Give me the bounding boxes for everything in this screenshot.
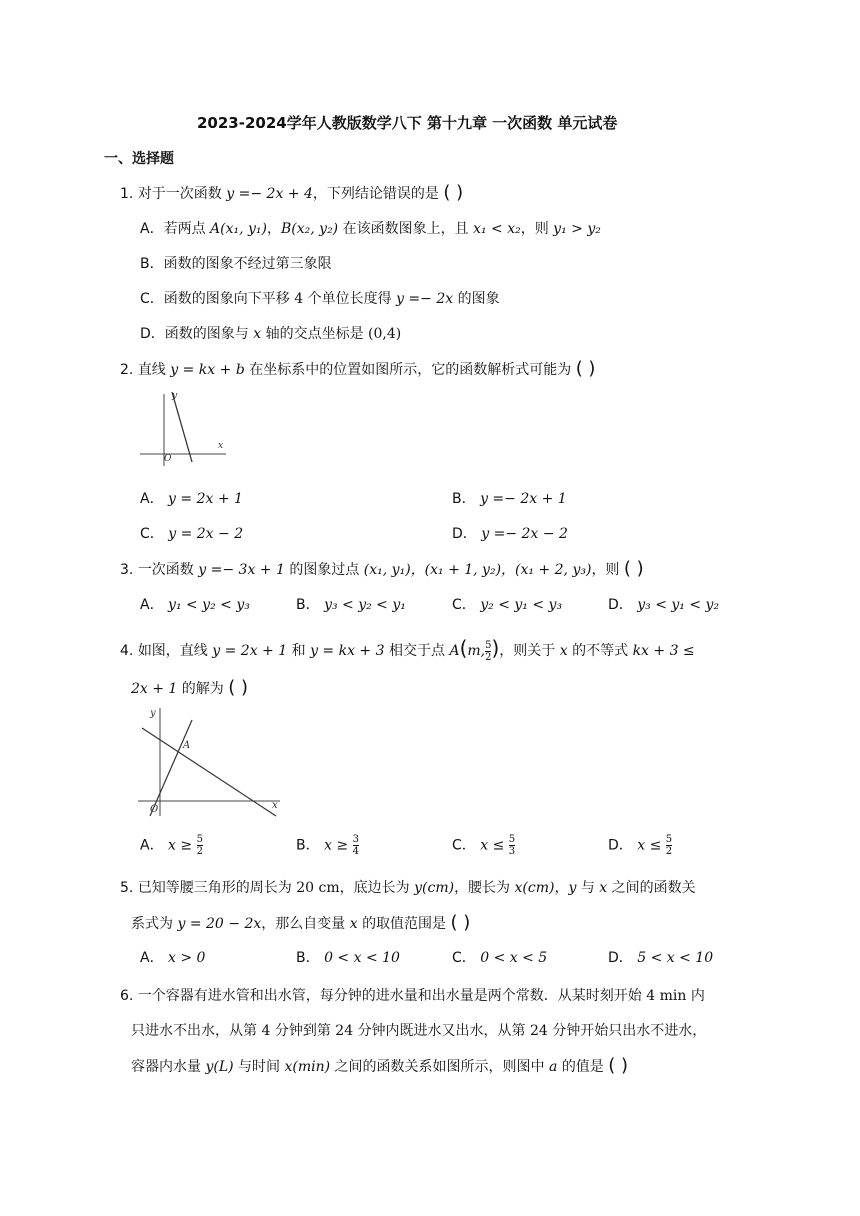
math-expr: x ≥ [168, 837, 193, 854]
option-c [452, 834, 515, 857]
math-expr: 5 < x < 10 [637, 950, 714, 966]
stem-text: 的取值范围是 [362, 916, 447, 932]
page-title: 2023-2024学年人教版数学八下 第十九章 一次函数 单元试卷 [197, 114, 618, 132]
point-paren-open: ( [459, 636, 468, 660]
origin-label: O [150, 804, 159, 815]
math-expr: y [568, 880, 577, 896]
option-c [452, 594, 562, 614]
option-label: A． [140, 950, 164, 966]
math-expr: m, [467, 643, 486, 659]
math-expr: y =− 2x + 1 [480, 491, 567, 507]
math-expr: 4 [294, 291, 304, 307]
question-4-figure [134, 702, 284, 822]
question-number: 1. [120, 186, 134, 202]
fraction-denominator: 2 [485, 651, 492, 663]
math-expr: x [599, 880, 608, 896]
fraction-denominator: 2 [665, 846, 673, 857]
answer-paren: ( ) [575, 358, 596, 379]
stem-text: 分钟内既进水又出水，从第 [357, 1023, 526, 1039]
question-1-stem [120, 182, 463, 203]
stem-text: ，则关于 [499, 643, 556, 659]
option-label: D． [452, 526, 477, 542]
option-d [140, 323, 401, 343]
math-expr: y = 2x + 1 [168, 491, 243, 507]
math-expr: y =− 2x − 2 [481, 526, 568, 542]
option-label: C． [452, 950, 476, 966]
option-label: D． [608, 950, 633, 966]
option-text: 轴的交点坐标是 [265, 326, 364, 342]
stem-text: 分钟到第 [274, 1023, 331, 1039]
option-a [140, 218, 601, 238]
math-expr: x(min) [284, 1059, 331, 1075]
math-expr: x(cm) [514, 880, 555, 896]
option-text: 个单位长度得 [307, 291, 392, 307]
math-expr: x [349, 916, 358, 932]
fraction-denominator: 3 [508, 846, 516, 857]
stem-text: 与 [580, 880, 595, 896]
option-label: B．函数的图象不经过第三象限 [140, 256, 332, 272]
stem-text: 直线 [137, 362, 166, 378]
option-text: ，则 [520, 221, 549, 237]
option-label: C． [452, 597, 476, 613]
stem-text: 一个容器有进水管和出水管，每分钟的进水量和出水量是两个常数．从某时刻开始 [137, 988, 642, 1004]
math-expr: y(cm) [414, 880, 455, 896]
option-label: D．函数的图象与 [140, 326, 249, 342]
option-label: A． [140, 491, 164, 507]
option-b [296, 834, 359, 857]
math-expr: 2x + 1 [131, 681, 178, 697]
math-expr: y₃ < y₁ < y₂ [637, 597, 720, 613]
math-expr: 0 < x < 5 [480, 950, 548, 966]
math-expr: (0,4) [368, 326, 402, 342]
answer-paren: ( ) [450, 912, 471, 933]
math-expr: 20 cm [296, 880, 340, 896]
stem-text: ，底边长为 [339, 880, 410, 896]
math-expr: y = 20 − 2x [177, 916, 262, 932]
stem-text: 之间的函数关 [611, 880, 696, 896]
question-2-stem [120, 358, 595, 379]
stem-text: 分钟开始只出水不进水， [552, 1023, 707, 1039]
option-label: B． [296, 950, 320, 966]
question-4-stem-line2 [131, 677, 248, 698]
option-label: D． [608, 837, 633, 854]
question-number: 6. [120, 988, 134, 1004]
question-number: 5. [120, 880, 134, 896]
math-expr: x ≥ [324, 837, 349, 854]
option-text: ， [267, 221, 281, 237]
option-text: 在该函数图象上，且 [342, 221, 469, 237]
stem-text: 的解为 [181, 681, 224, 697]
option-label: B． [296, 597, 320, 613]
question-6-stem-line2 [131, 1020, 706, 1040]
question-2-figure [134, 386, 234, 470]
stem-text: 的值是 [561, 1059, 604, 1075]
stem-text: 和 [291, 643, 306, 659]
fraction-numerator: 5 [485, 639, 492, 651]
option-c [140, 288, 500, 308]
option-label: A． [140, 837, 164, 854]
answer-paren: ( ) [443, 182, 464, 203]
stem-text: 在坐标系中的位置如图所示，它的函数解析式可能为 [249, 362, 572, 378]
question-number: 2. [120, 362, 134, 378]
stem-text: ，那么自变量 [261, 916, 346, 932]
y-axis-label: y [150, 708, 156, 719]
option-a [140, 834, 203, 857]
option-a [140, 947, 205, 967]
math-expr: y = 2x + 1 [212, 643, 288, 659]
math-expr: a [549, 1059, 558, 1075]
math-expr: kx + 3 ≤ [632, 643, 695, 659]
y-axis-label: y [172, 391, 178, 401]
math-expr: y = kx + b [170, 362, 245, 378]
stem-text: 系式为 [131, 916, 173, 932]
x-axis-label: x [272, 800, 278, 811]
point-paren-close: ) [491, 636, 500, 660]
math-expr: A [449, 643, 460, 659]
stem-text: 对于一次函数 [137, 186, 222, 202]
stem-text: 如图，直线 [137, 643, 208, 659]
line-y-kx-plus-3 [142, 728, 276, 816]
answer-paren: ( ) [623, 558, 644, 579]
math-expr: 24 [530, 1023, 548, 1039]
stem-text: ，则 [591, 562, 620, 578]
option-d [452, 523, 568, 543]
math-expr: x [559, 643, 568, 659]
math-expr: 4 min [646, 988, 687, 1004]
question-number: 4. [120, 643, 134, 659]
fraction-numerator: 5 [196, 834, 203, 845]
origin-label: O [164, 454, 172, 464]
option-label: C． [140, 526, 164, 542]
math-expr: 0 < x < 10 [324, 950, 400, 966]
math-expr: y₁ > y₂ [553, 221, 601, 237]
math-expr: x₁ < x₂ [473, 221, 521, 237]
question-5-stem [120, 877, 696, 897]
stem-text: 的图象过点 [289, 562, 360, 578]
stem-text: 只进水不出水，从第 [131, 1023, 257, 1039]
fraction-denominator: 2 [196, 846, 203, 857]
option-label: B． [296, 837, 320, 854]
line-y-2x-plus-1 [150, 720, 192, 816]
option-label: C．函数的图象向下平移 [140, 291, 290, 307]
question-5-stem-line2 [131, 912, 470, 933]
math-expr: y₁ < y₂ < y₃ [168, 597, 250, 613]
option-b [296, 594, 406, 614]
math-expr: x ≤ [637, 837, 662, 854]
stem-text: 与时间 [238, 1059, 281, 1075]
option-text: 的图象 [457, 291, 500, 307]
graph-line [172, 392, 192, 462]
fraction-numerator: 5 [508, 834, 516, 845]
option-c [140, 523, 243, 543]
fraction [509, 834, 515, 857]
math-expr: y = 2x − 2 [168, 526, 244, 542]
question-number: 3. [120, 562, 134, 578]
math-expr: x > 0 [168, 950, 206, 966]
stem-text: 一次函数 [137, 562, 194, 578]
math-expr: y₃ < y₂ < y₁ [324, 597, 406, 613]
stem-text: ，下列结论错误的是 [312, 186, 439, 202]
option-c [452, 947, 547, 967]
option-d [608, 594, 719, 614]
fraction-numerator: 5 [665, 834, 673, 845]
fraction [197, 834, 203, 857]
stem-text: ，腰长为 [454, 880, 511, 896]
math-expr: y =− 2x + 4 [226, 186, 313, 202]
option-label: C． [452, 837, 476, 854]
option-a [140, 488, 243, 508]
math-expr: y(L) [205, 1059, 234, 1075]
option-b [296, 947, 400, 967]
stem-text: 已知等腰三角形的周长为 [137, 880, 292, 896]
stem-text: 内 [690, 988, 705, 1004]
math-expr: y =− 3x + 1 [198, 562, 285, 578]
question-6-stem [120, 985, 705, 1005]
option-b [452, 488, 567, 508]
option-a [140, 594, 250, 614]
math-expr: x [253, 326, 262, 342]
question-6-stem-line3 [131, 1055, 628, 1076]
option-label: A．若两点 [140, 221, 206, 237]
option-label: B． [452, 491, 476, 507]
math-expr: 4 [261, 1023, 271, 1039]
math-expr: (x₁, y₁)，(x₁ + 1, y₂)，(x₁ + 2, y₃) [363, 562, 592, 578]
math-expr: x ≤ [480, 837, 505, 854]
stem-text: ， [554, 880, 569, 896]
math-expr: y = kx + 3 [310, 643, 385, 659]
math-expr: A(x₁, y₁) [210, 221, 267, 237]
option-b [140, 253, 332, 273]
option-label: A． [140, 597, 164, 613]
x-axis-label: x [218, 441, 224, 451]
fraction [353, 834, 359, 857]
stem-text: 容器内水量 [131, 1059, 201, 1075]
math-expr: y =− 2x [396, 291, 454, 307]
answer-paren: ( ) [608, 1055, 629, 1076]
option-d [608, 947, 713, 967]
question-3-stem [120, 558, 644, 579]
option-label: D． [608, 597, 633, 613]
stem-text: 之间的函数关系如图所示，则图中 [334, 1059, 545, 1075]
fraction-denominator: 4 [352, 846, 359, 857]
fraction [666, 834, 672, 857]
math-expr: B(x₂, y₂) [281, 221, 339, 237]
stem-text: 的不等式 [572, 643, 629, 659]
section-heading: 一、选择题 [104, 151, 174, 167]
stem-text: 相交于点 [388, 643, 445, 659]
point-a-label: A [183, 740, 191, 751]
math-expr: 24 [335, 1023, 354, 1039]
answer-paren: ( ) [228, 677, 249, 698]
question-4-stem [120, 636, 695, 663]
option-d [608, 834, 672, 857]
math-expr: y₂ < y₁ < y₃ [480, 597, 563, 613]
fraction-numerator: 3 [352, 834, 359, 845]
